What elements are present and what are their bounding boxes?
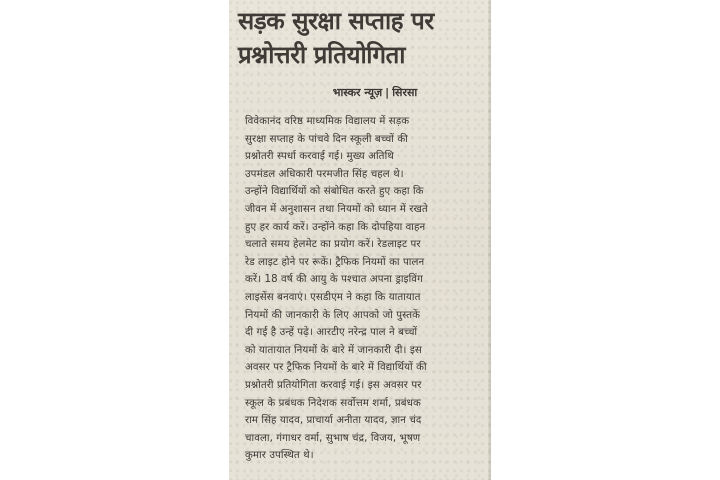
dateline-separator: |	[385, 86, 390, 99]
article-line: कुमार उपस्थित थे।	[245, 450, 314, 462]
article-line: नियमों की जानकारी के लिए आपको जो पुस्तकें	[245, 309, 421, 321]
article-line: अवसर पर ट्रैफिक नियमों के बारे में विद्यार्थियों की	[245, 362, 427, 374]
dateline	[229, 86, 491, 100]
article-line: सुरक्षा सप्ताह के पांचवे दिन स्कूली बच्चों की	[245, 133, 408, 145]
headline	[229, 0, 491, 72]
article-line: लाइसेंस बनवाएं। एसडीएम ने कहा कि यातायात	[245, 291, 421, 303]
headline-line-1: सड़क सुरक्षा सप्ताह पर	[238, 7, 434, 35]
headline-line-2: प्रश्नोत्तरी प्रतियोगिता	[238, 41, 406, 69]
article-line: स्कूल के प्रबंधक निदेशक सर्वोत्तम शर्मा, प्रबंधक	[245, 397, 421, 409]
article-line: करें। 18 वर्ष की आयु के पश्चात अपना ड्राइविंग	[245, 274, 423, 286]
article-line: प्रश्नोतरी प्रतियोगिता करवाई गई। इस अवसर पर	[245, 379, 422, 391]
dateline-source: भास्कर न्यूज़	[332, 86, 383, 99]
article-line: राम सिंह यादव, प्राचार्या अनीता यादव, ज्ञान चंद	[245, 415, 422, 427]
article-line: दी गई है उन्हें पढ़े। आरटीए नरेन्द्र पाल ने बच्चों	[245, 327, 418, 339]
newspaper-clipping	[229, 0, 491, 480]
article-line: प्रश्नोतरी स्पर्धा करवाई गई। मुख्य अतिथि	[245, 151, 394, 163]
article-line: को यातायात नियमों के बारे में जानकारी दी। इस	[245, 344, 422, 356]
article-line: जीवन में अनुशासन तथा नियमों को ध्यान में रखते	[245, 203, 428, 215]
article-line: हुए हर कार्य करें। उन्होंने कहा कि दोपहिया वाहन	[245, 221, 426, 233]
article-line: उन्होंने विद्यार्थियों को संबोधित करते हुए कहा कि	[245, 186, 424, 198]
article-line: चावला, गंगाधर वर्मा, सुभाष चंद्र, विजय, भूषण	[245, 432, 421, 444]
article-line: चलाते समय हेलमेट का प्रयोग करें। रेडलाइट पर	[245, 239, 421, 251]
dateline-city: सिरसा	[392, 86, 418, 99]
article-line: रेड लाइट होने पर रूकें। ट्रैफिक नियमों का पालन	[245, 256, 425, 268]
article-line: उपमंडल अधिकारी परमजीत सिंह चहल थे।	[245, 168, 404, 180]
article-line: विवेकानंद वरिष्ठ माध्यमिक विद्यालय में सड़क	[245, 116, 410, 127]
article-body	[229, 113, 491, 465]
